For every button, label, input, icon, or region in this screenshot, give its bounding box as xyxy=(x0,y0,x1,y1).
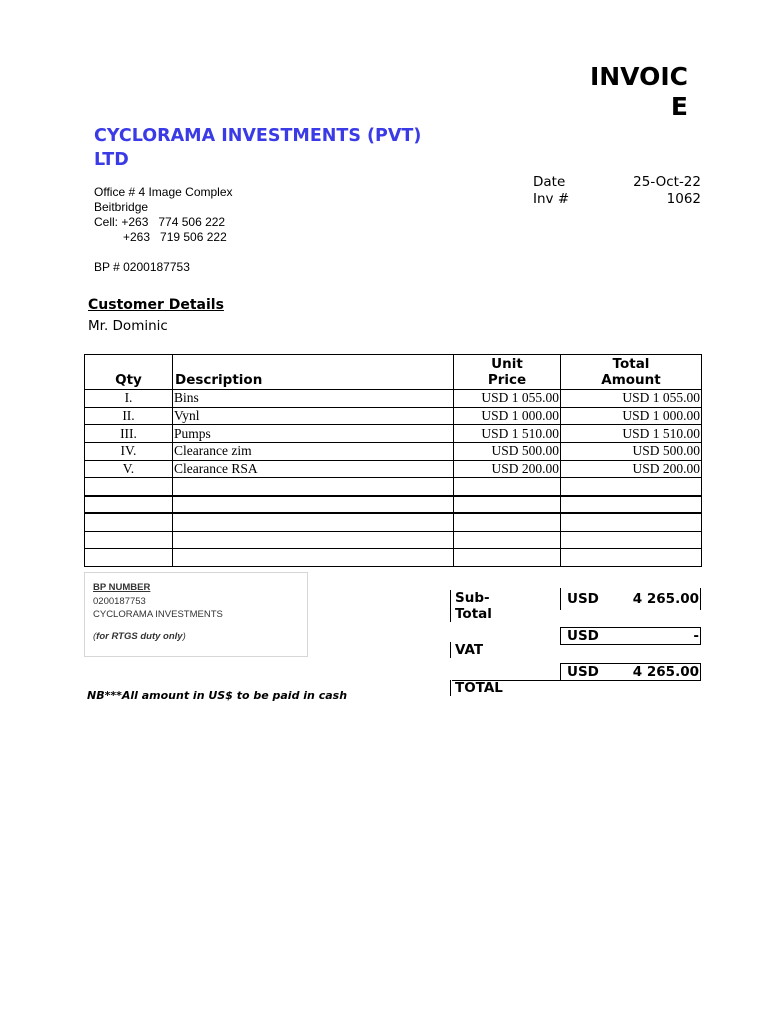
row-qty: II. xyxy=(85,407,173,425)
header-unit-price-line1: Unit xyxy=(491,356,523,372)
row-description: Clearance zim xyxy=(173,443,454,461)
table-row xyxy=(85,425,702,443)
company-name-line1: CYCLORAMA INVESTMENTS (PVT) xyxy=(94,126,422,146)
row-qty: I. xyxy=(85,390,173,408)
bp-number-box xyxy=(84,572,308,657)
company-name xyxy=(94,124,454,172)
row-unit-price: USD 1 000.00 xyxy=(454,407,561,425)
total-currency: USD xyxy=(567,664,599,680)
invoice-title-line2: E xyxy=(670,92,688,121)
vat-label: VAT xyxy=(450,642,550,658)
row-total: USD 1 000.00 xyxy=(561,407,702,425)
row-unit-price: USD 500.00 xyxy=(454,443,561,461)
row-description: Clearance RSA xyxy=(173,460,454,478)
row-total: USD 1 510.00 xyxy=(561,425,702,443)
header-description: Description xyxy=(173,355,454,390)
bp-box-note xyxy=(93,630,299,644)
table-header-row xyxy=(85,355,702,390)
customer-details-heading: Customer Details xyxy=(88,297,224,313)
vat-value: - xyxy=(693,628,699,644)
subtotal-box xyxy=(560,588,701,610)
total-value: 4 265.00 xyxy=(632,664,699,680)
invoice-meta xyxy=(533,174,701,208)
row-total: USD 200.00 xyxy=(561,460,702,478)
header-total-line2: Amount xyxy=(601,372,661,388)
row-total: USD 500.00 xyxy=(561,443,702,461)
row-qty: IV. xyxy=(85,443,173,461)
address-line1: Office # 4 Image Complex xyxy=(94,185,233,199)
empty-row xyxy=(85,531,702,549)
company-bp-number: BP # 0200187753 xyxy=(94,260,190,274)
row-total: USD 1 055.00 xyxy=(561,390,702,408)
subtotal-value: 4 265.00 xyxy=(632,591,699,607)
invoice-title-line1: INVOIC xyxy=(589,62,688,91)
vat-box xyxy=(560,627,701,645)
subtotal-currency: USD xyxy=(567,591,599,607)
row-unit-price: USD 1 055.00 xyxy=(454,390,561,408)
row-qty: III. xyxy=(85,425,173,443)
cell-line1: Cell: +263 774 506 222 xyxy=(94,215,226,229)
payment-note: NB***All amount in US$ to be paid in cash xyxy=(87,689,348,702)
date-label: Date xyxy=(533,174,566,190)
customer-name: Mr. Dominic xyxy=(88,318,168,334)
total-box xyxy=(560,663,701,681)
bp-note-text: for RTGS duty only xyxy=(96,630,183,642)
bp-box-label: BP NUMBER xyxy=(93,582,151,593)
header-unit-price-line2: Price xyxy=(487,372,527,388)
date-row xyxy=(533,174,701,191)
header-total-line1: Total xyxy=(612,356,650,372)
header-total-amount xyxy=(561,355,702,390)
items-table xyxy=(84,354,702,567)
cell-line2: +263 719 506 222 xyxy=(123,230,227,244)
company-address xyxy=(94,185,233,245)
subtotal-label xyxy=(450,590,550,622)
header-qty: Qty xyxy=(85,355,173,390)
empty-row xyxy=(85,513,702,531)
table-row xyxy=(85,460,702,478)
empty-row xyxy=(85,549,702,567)
header-unit-price xyxy=(454,355,561,390)
company-name-line2: LTD xyxy=(94,150,129,170)
invoice-number-label: Inv # xyxy=(533,191,570,207)
row-description: Bins xyxy=(173,390,454,408)
vat-currency: USD xyxy=(567,628,599,644)
row-description: Vynl xyxy=(173,407,454,425)
invoice-number-row xyxy=(533,191,701,208)
bp-box-company: CYCLORAMA INVESTMENTS xyxy=(93,609,223,620)
subtotal-label-line1: Sub- xyxy=(455,590,490,606)
total-label: TOTAL xyxy=(450,680,550,696)
row-unit-price: USD 200.00 xyxy=(454,460,561,478)
table-row xyxy=(85,443,702,461)
invoice-title xyxy=(580,62,688,122)
table-row xyxy=(85,390,702,408)
row-description: Pumps xyxy=(173,425,454,443)
bp-box-number: 0200187753 xyxy=(93,595,146,607)
subtotal-label-line2: Total xyxy=(455,606,492,622)
address-line2: Beitbridge xyxy=(94,200,149,214)
row-qty: V. xyxy=(85,460,173,478)
empty-row xyxy=(85,478,702,496)
date-value: 25-Oct-22 xyxy=(633,174,701,190)
bp-note-close: ) xyxy=(182,630,186,642)
empty-row xyxy=(85,496,702,514)
table-row xyxy=(85,407,702,425)
row-unit-price: USD 1 510.00 xyxy=(454,425,561,443)
invoice-number-value: 1062 xyxy=(666,191,701,207)
bp-note-open: ( xyxy=(93,630,97,642)
